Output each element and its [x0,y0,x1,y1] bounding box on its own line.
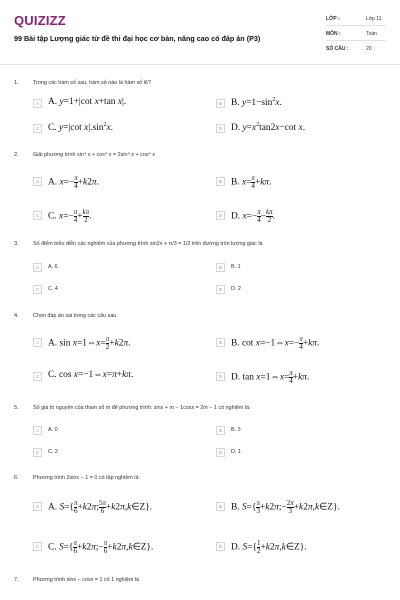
option-content: B. $y=1-\sin^2x$. [231,97,282,109]
option-letter: A [33,426,42,435]
option-content: C. $x=-\frac{\pi}{4}$ $+\frac{k\pi}{2}$ . [48,208,92,224]
option-letter: C [33,124,42,133]
option-content: D. $y=x^2\tan 2x-\cot$ x. [231,122,306,134]
option-b[interactable] [216,261,386,275]
meta-key: MÔN : [326,31,341,37]
option-b[interactable] [216,500,386,514]
question-text: Giải phương trình sin⁴ x + cos⁴ x = 2sin⁴ x + cos⁴ x [33,152,156,158]
question-text: Số giá trị nguyên của tham số m để phương trình: sinx + m − 1cosx = 2m − 1 có nghiệm là: [33,405,251,411]
question-number: 3. [14,241,19,247]
option-letter: B [216,426,225,435]
option-d[interactable] [216,540,386,554]
question-text: Phương trình sinx − cosx = 1 có 1 nghiệm là [33,577,140,583]
question-text: Phương trình 2sinx − 1 = 0 có tập nghiệm là: [33,475,140,481]
option-c[interactable] [33,283,203,297]
option-a[interactable] [33,97,203,111]
option-content: B. 3 [231,427,241,433]
page-header [0,0,400,64]
question-number: 6. [14,475,19,481]
option-content: A. $S=\{\frac{\pi}{6}$ +k2π;5π 6 +k2π,k∈Z}. [48,499,153,515]
option-letter: A [33,263,42,272]
option-c[interactable] [33,540,203,554]
option-letter: A [33,99,42,108]
option-letter: D [216,124,225,133]
option-content: A. 0 [48,427,58,433]
option-letter: A [33,502,42,511]
option-content: D. S={1 2 +k2π,k∈Z}. [231,539,307,555]
meta-value: Lớp 11 [366,16,382,22]
question-number: 5. [14,405,19,411]
option-content: C. 4 [48,286,58,292]
question-number: 1. [14,80,19,86]
option-a[interactable] [33,175,203,189]
option-letter: D [216,211,225,220]
option-content: B. $x=\frac{\pi}{4}$ +kπ. [231,174,272,190]
option-letter: C [33,285,42,294]
meta-key: LỚP : [326,16,340,22]
option-letter: D [216,372,225,381]
option-d[interactable] [216,283,386,297]
meta-value: Toán [366,31,377,37]
option-c[interactable] [33,446,203,460]
option-a[interactable] [33,500,203,514]
option-letter: D [216,448,225,457]
option-content: A. $\sin x=1\Leftrightarrow x=\frac{\pi}{2}$ +k2π. [48,335,131,351]
option-letter: A [33,177,42,186]
option-letter: C [33,211,42,220]
question-number: 4. [14,313,19,319]
option-content: D. $\tan x=1\Leftrightarrow x=\frac{\pi}{4}$ +kπ. [231,369,310,385]
meta-value: 20 [366,46,372,52]
option-a[interactable] [33,424,203,438]
header-divider [0,64,400,65]
question-number: 2. [14,152,19,158]
option-content: D. 1 [231,449,241,455]
option-b[interactable] [216,175,386,189]
option-letter: C [33,542,42,551]
option-a[interactable] [33,261,203,275]
option-c[interactable] [33,370,203,384]
option-content: A. y=1+|cot x+tan x|. [48,97,127,107]
option-content: D. $x=-\frac{\pi}{4}$ $-\frac{k\pi}{2}$ . [231,208,275,224]
option-letter: D [216,542,225,551]
option-content: C. y=|cot $x|.\sin^2x$. [48,122,113,134]
option-content: A. $x=-\frac{\pi}{4}$ +k2π. [48,174,99,190]
option-letter: C [33,448,42,457]
option-content: B. $S=\{\frac{\pi}{3}$ +k2π;−2π 3 +k2π,k∈Z}. [231,499,340,515]
question-text: Số điểm biểu diễn các nghiệm của phương trình sin2x + π/3 = 1/2 trên đường tròn lượng giác là [33,241,263,247]
quizizz-logo: QUIZIZZ [14,13,66,28]
option-letter: B [216,177,225,186]
question-number: 7. [14,577,19,583]
question-text: Trong các hàm số sau, hàm số nào là hàm số lẻ? [33,80,151,86]
option-content: B. $\cot x=-1\Leftrightarrow x=-\frac{\pi}{4}$ +kπ. [231,335,320,351]
option-d[interactable] [216,370,386,384]
option-content: B. 1 [231,264,241,270]
option-letter: B [216,263,225,272]
option-letter: B [216,502,225,511]
option-letter: C [33,372,42,381]
meta-key: SỐ CÂU : [326,46,349,52]
option-b[interactable] [216,424,386,438]
option-content: C. cos x=−1⇔x=π+kπ. [48,370,134,380]
option-a[interactable] [33,336,203,350]
option-d[interactable] [216,446,386,460]
option-d[interactable] [216,209,386,223]
option-content: C. 2 [48,449,58,455]
document-title: 99 Bài tập Lượng giác từ đề thi đại học cơ bản, nâng cao có đáp án (P3) [14,34,261,43]
option-c[interactable] [33,122,203,136]
question-text: Chọn đáp án sai trong các câu sau [33,313,117,319]
option-d[interactable] [216,122,386,136]
option-b[interactable] [216,97,386,111]
option-content: D. 2 [231,286,241,292]
option-c[interactable] [33,209,203,223]
option-letter: B [216,338,225,347]
option-letter: D [216,285,225,294]
option-content: C. $S=\{\frac{\pi}{6}$ $+k2\pi;-\frac{\pi}{6}$ +k2π,k∈Z}. [48,539,154,555]
option-b[interactable] [216,336,386,350]
option-letter: B [216,99,225,108]
option-content: A. 6 [48,264,58,270]
option-letter: A [33,338,42,347]
